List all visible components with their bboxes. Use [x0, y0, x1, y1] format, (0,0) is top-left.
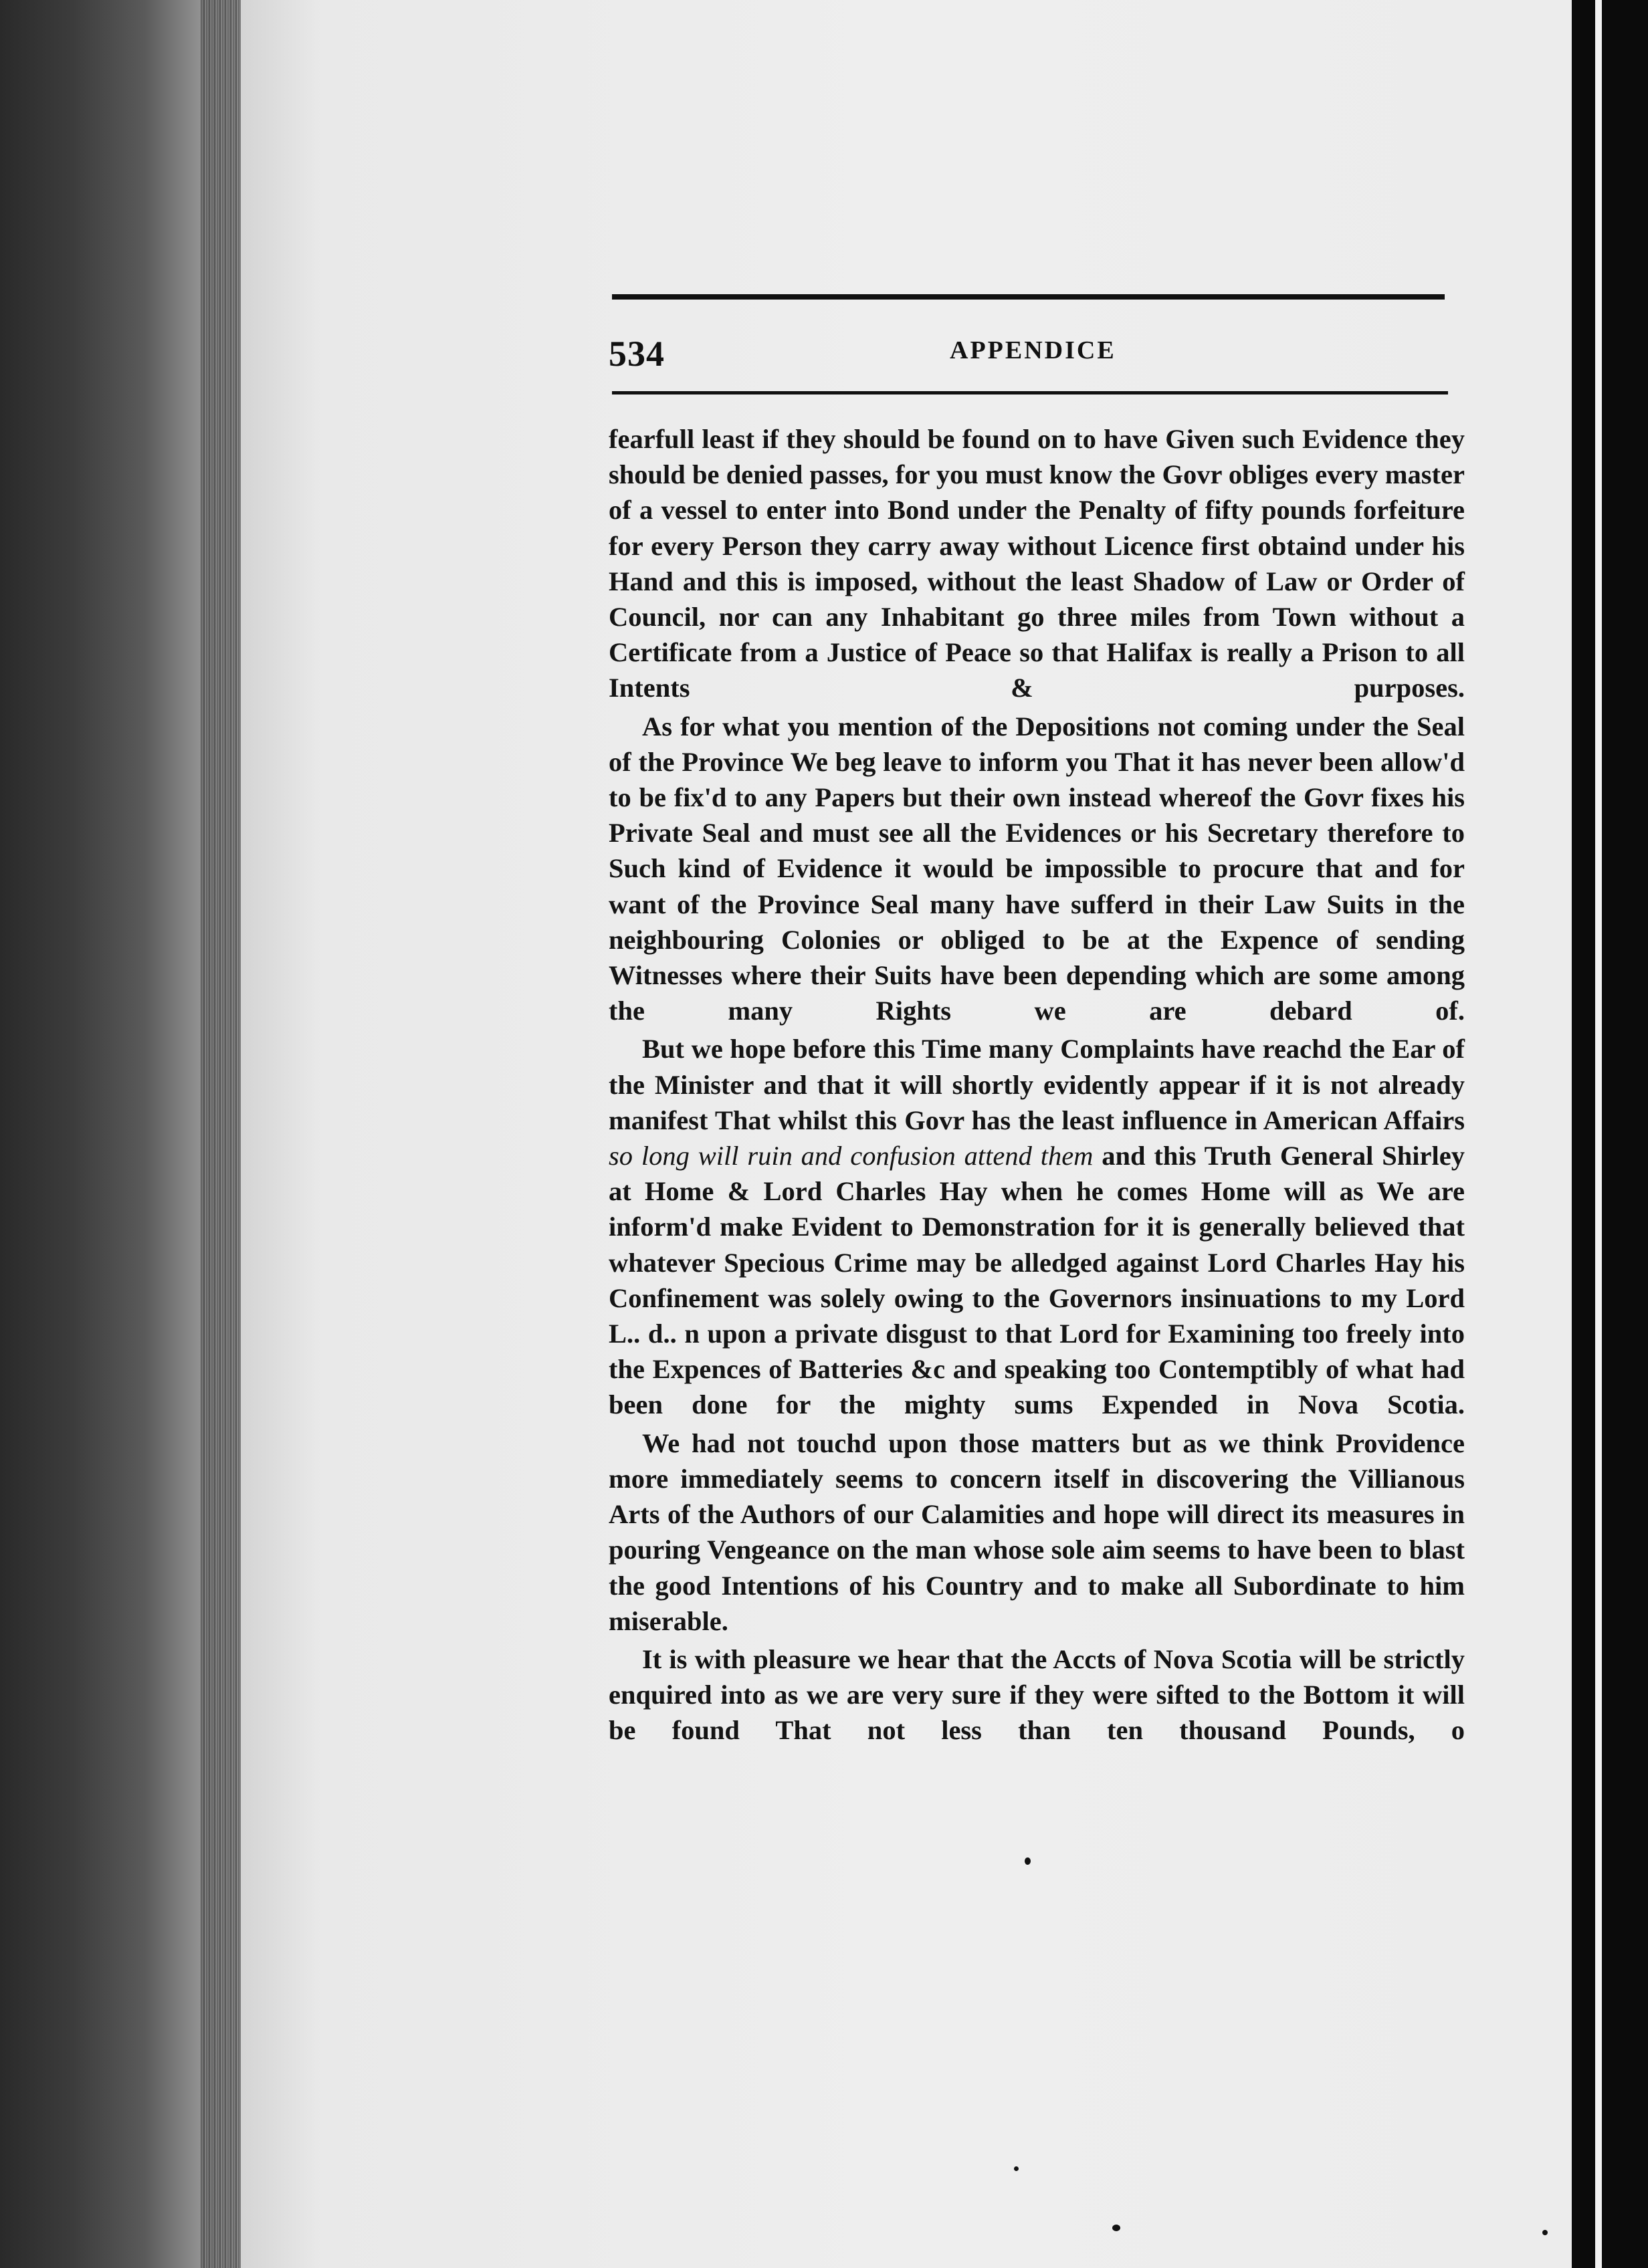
- body-text: [609, 421, 1465, 1751]
- header-rule-top: [612, 294, 1445, 300]
- speck: [1542, 2230, 1548, 2235]
- paragraph-1: fearfull least if they should be found on to have Given such Evidence they should be denied passes, for you must know the Govr obliges every master of a vessel to enter into Bond under the Penalty of fifty pounds forfeiture for every Person they carry away without Licence first obtaind under his Hand and this is imposed, without the least Shadow of Law or Order of Council, nor can any Inhabitant go three miles from Town without a Certificate from a Justice of Peace so that Halifax is really a Prison to all Intents & purposes.: [609, 424, 1465, 703]
- paragraph-3: [609, 1031, 1465, 1422]
- page-number: 534: [609, 334, 665, 374]
- header-rule-bottom: [612, 391, 1448, 394]
- paragraph-3-italic: so long will ruin and confusion attend them: [609, 1141, 1094, 1171]
- running-head: APPENDICE: [950, 336, 1116, 364]
- speck: [1014, 2166, 1019, 2171]
- speck: [1025, 1857, 1031, 1865]
- scan-right-edge: [1572, 0, 1648, 2268]
- paragraph-2: As for what you mention of the Depositions not coming under the Seal of the Province We beg leave to inform you That it has never been allow'd to be fix'd to any Papers but their own instead whereof the Govr fixes his Private Seal and must see all the Evidences or his Secretary therefore to Such kind of Evidence it would be impossible to procure that and for want of the Province Seal many have sufferd in their Law Suits in the neighbouring Colonies or obliged to be at the Expence of sending Witnesses where their Suits have been depending which are some among the many Rights we are debard of.: [609, 711, 1465, 1026]
- paragraph-5: It is with pleasure we hear that the Accts of Nova Scotia will be strictly enquired into as we are very sure if they were sifted to the Bottom it will be found That not less than ten thousand Pounds, o: [609, 1643, 1465, 1746]
- scan-right-edge-line: [1595, 0, 1602, 2268]
- speck: [1112, 2225, 1120, 2231]
- page-edges: [201, 0, 241, 2268]
- paragraph-4: We had not touchd upon those matters but as we think Providence more immediately seems to concern itself in discovering the Villianous Arts of the Authors of our Calamities and hope will direct its measures in pouring Vengeance on the man whose sole aim seems to have been to blast the good Intentions of his Country and to make all Subordinate to him miserable.: [609, 1428, 1465, 1636]
- paragraph-3-part-2: and this Truth General Shirley at Home & Lord Charles Hay when he comes Home will as We are inform'd make Evident to Demonstration for it is generally believed that whatever Specious Crime may be alledged against Lord Charles Hay his Confinement was solely owing to the Governors insinuations to my Lord L.. d.. n upon a private disgust to that Lord for Examining too freely into the Expences of Batteries &c and speaking too Contemptibly of what had been done for the mighty sums Expended in Nova Scotia.: [609, 1141, 1465, 1420]
- paragraph-3-part-1: But we hope before this Time many Complaints have reachd the Ear of the Minister and that it will shortly evidently appear if it is not already manifest That whilst this Govr has the least influence in American Affairs: [609, 1034, 1465, 1135]
